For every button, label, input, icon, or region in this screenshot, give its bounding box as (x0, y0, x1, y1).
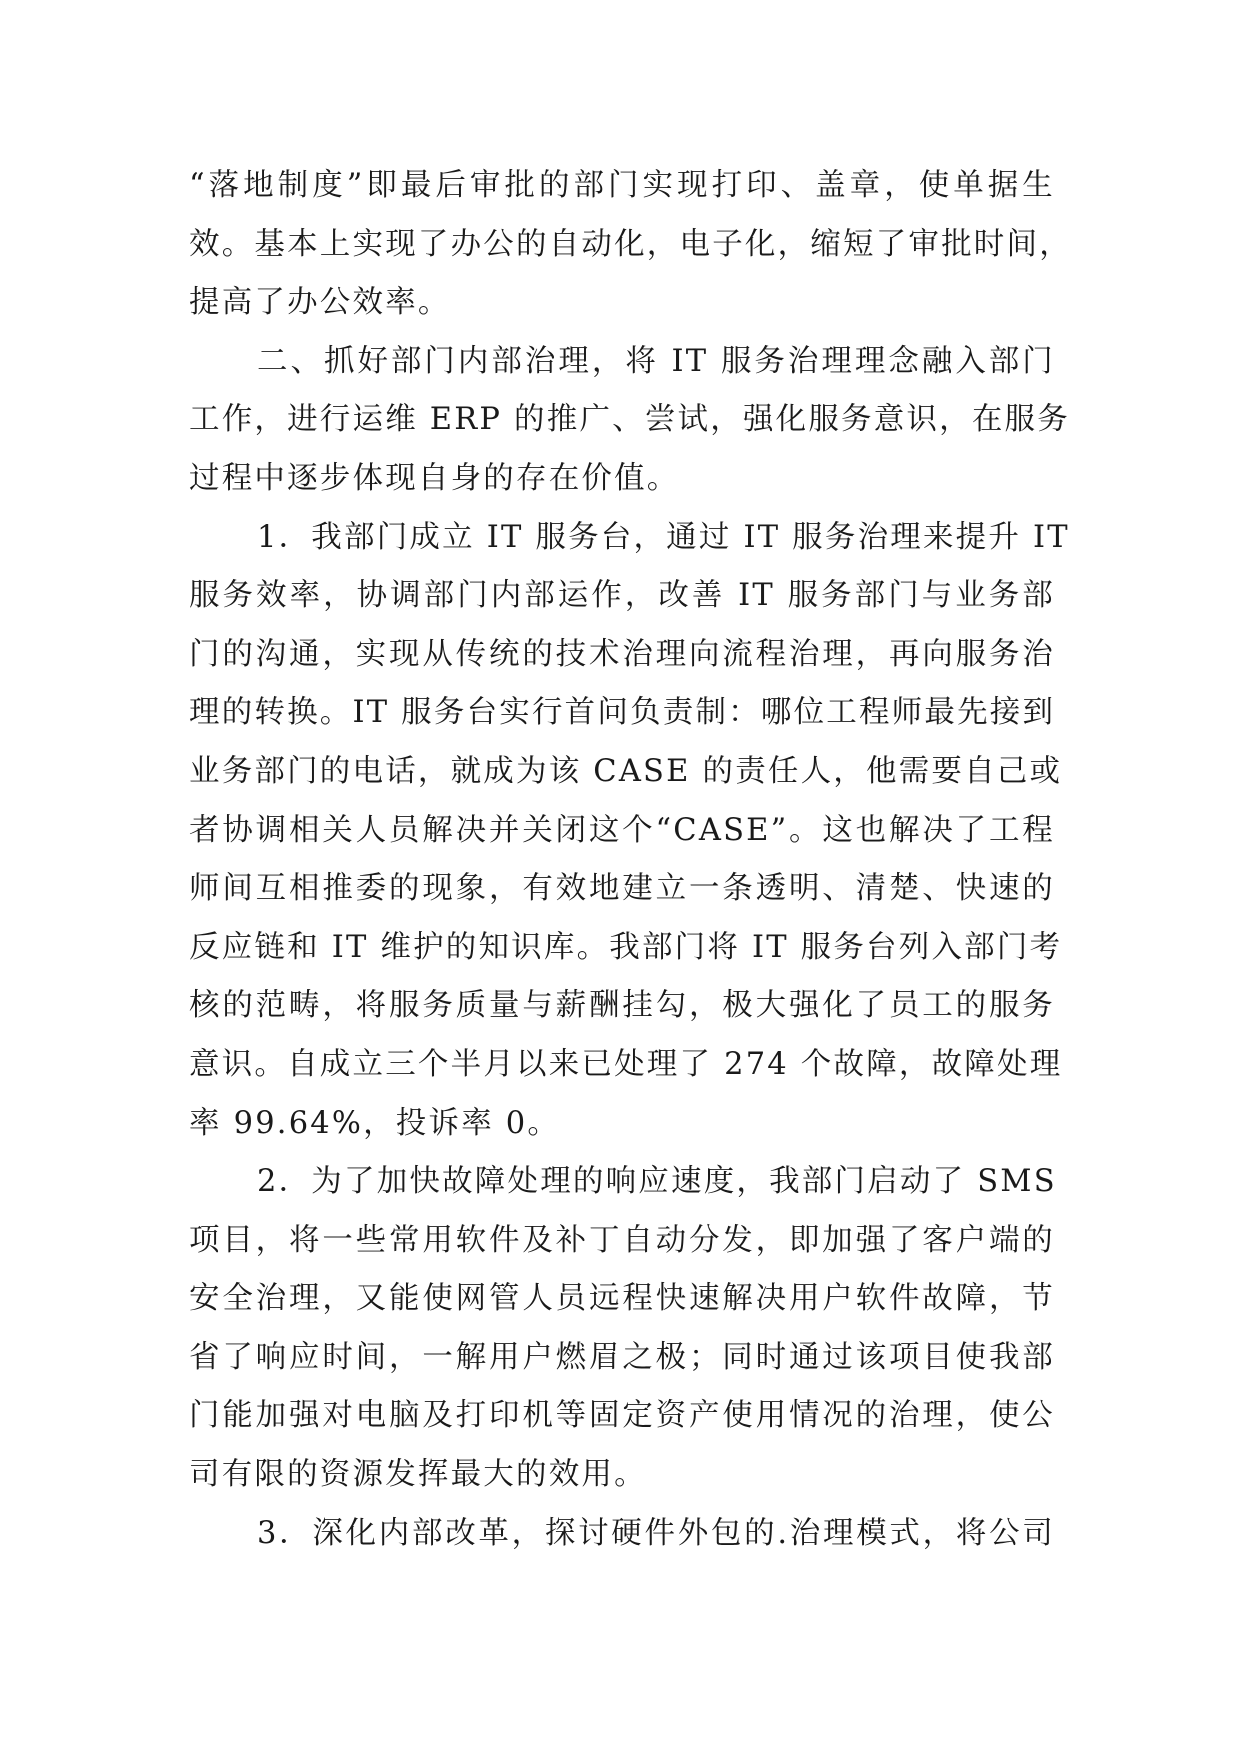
text-line: 司有限的资源发挥最大的效用。 (189, 1457, 647, 1493)
paragraph-first-line: 1．我部门成立 IT 服务台，通过 IT 服务治理来提升 IT (257, 519, 1070, 555)
text-line: 核的范畴，将服务质量与薪酬挂勾，极大强化了员工的服务 (189, 988, 1055, 1024)
text-line: 服务效率，协调部门内部运作，改善 IT 服务部门与业务部 (189, 578, 1055, 614)
text-line: 效。基本上实现了办公的自动化，电子化，缩短了审批时间， (189, 226, 1072, 262)
text-line: 省了响应时间，一解用户燃眉之极；同时通过该项目使我部 (189, 1339, 1055, 1375)
text-line: 项目，将一些常用软件及补丁自动分发，即加强了客户端的 (189, 1222, 1055, 1258)
text-line: 反应链和 IT 维护的知识库。我部门将 IT 服务台列入部门考 (189, 929, 1063, 965)
text-line: “落地制度”即最后审批的部门实现打印、盖章，使单据生 (189, 168, 1055, 203)
text-line: 门能加强对电脑及打印机等固定资产使用情况的治理，使公 (189, 1398, 1055, 1434)
paragraph-first-line: 3．深化内部改革，探讨硬件外包的.治理模式，将公司 (257, 1515, 1055, 1551)
text-line: 业务部门的电话，就成为该 CASE 的责任人，他需要自己或 (189, 753, 1063, 789)
text-line: 提高了办公效率。 (189, 285, 451, 321)
paragraph-first-line: 2．为了加快故障处理的响应速度，我部门启动了 SMS (257, 1164, 1057, 1200)
text-line: 者协调相关人员解决并关闭这个“CASE”。这也解决了工程 (189, 812, 1055, 848)
text-line: 过程中逐步体现自身的存在价值。 (189, 460, 680, 496)
text-line: 理的转换。IT 服务台实行首问负责制：哪位工程师最先接到 (189, 695, 1056, 731)
text-line: 意识。自成立三个半月以来已处理了 274 个故障，故障处理 (189, 1046, 1063, 1082)
paragraph-first-line: 二、抓好部门内部治理，将 IT 服务治理理念融入部门 (257, 343, 1055, 379)
text-line: 师间互相推委的现象，有效地建立一条透明、清楚、快速的 (189, 871, 1055, 907)
text-line: 安全治理，又能使网管人员远程快速解决用户软件故障，节 (189, 1281, 1055, 1317)
text-line: 率 99.64%，投诉率 0。 (189, 1105, 561, 1141)
text-line: 工作，进行运维 ERP 的推广、尝试，强化服务意识，在服务 (189, 402, 1070, 438)
document-body (189, 157, 1072, 1563)
text-line: 门的沟通，实现从传统的技术治理向流程治理，再向服务治 (189, 636, 1055, 672)
